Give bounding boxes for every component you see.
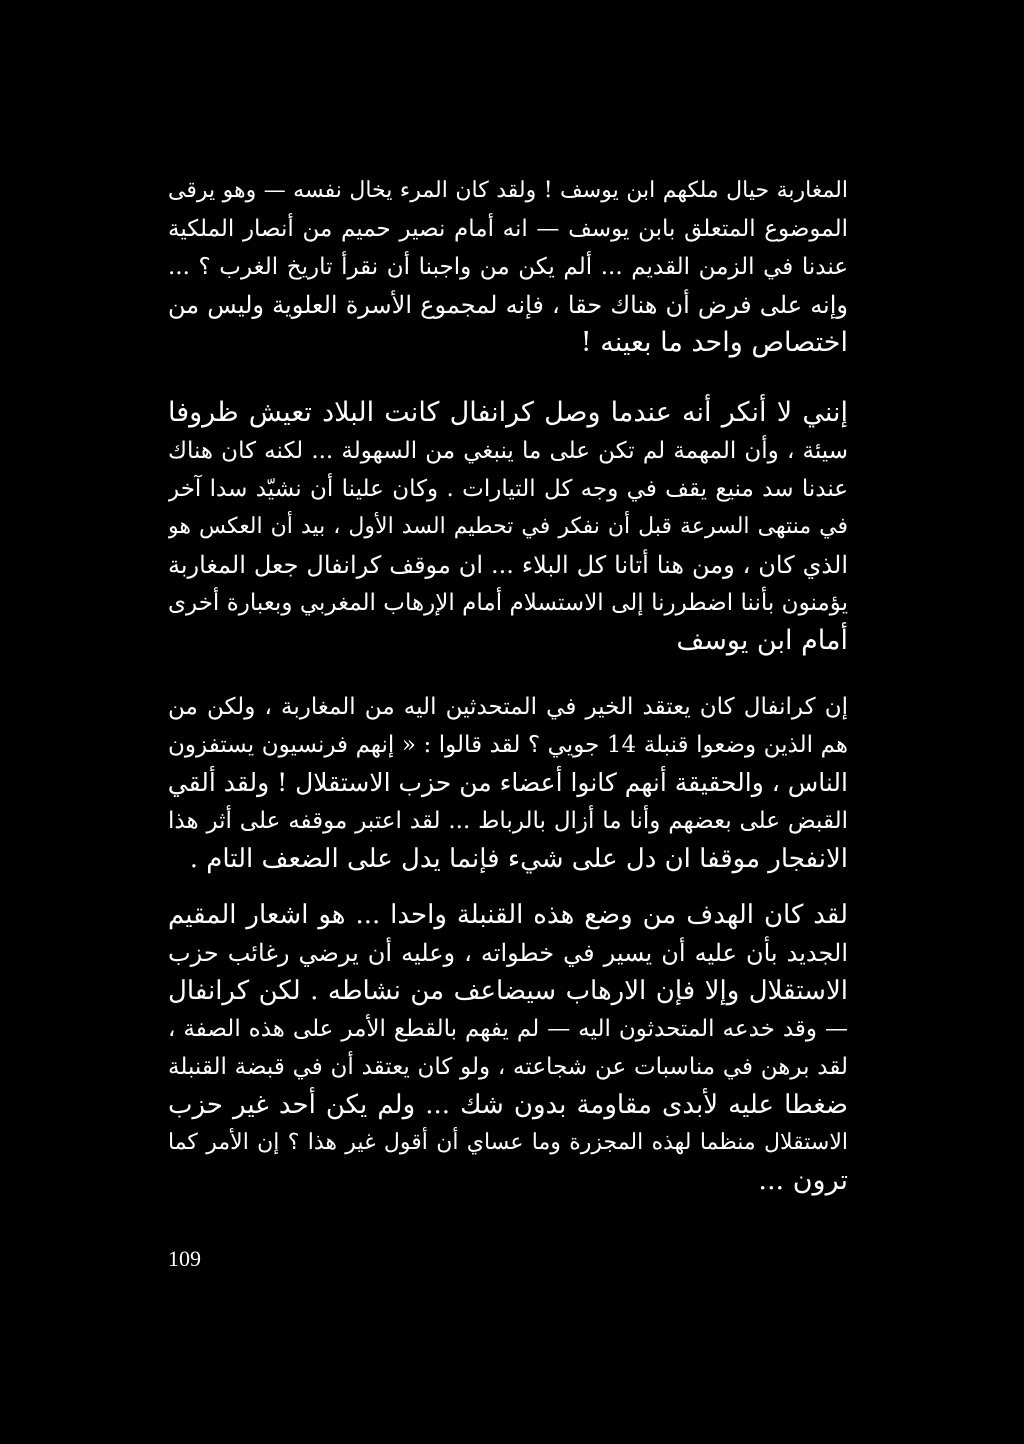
paragraph-3 [168, 688, 848, 878]
text-line: الانفجار موقفا ان دل على شيء فإنما يدل على الضعف التام . [189, 844, 848, 874]
text-line: عندنا سد منيع يقف في وجه كل التيارات . وكان علينا أن نشيّد سدا آخر [168, 476, 848, 502]
text-line: ترون ... [758, 1165, 848, 1196]
text-line: الاستقلال وإلا فإن الارهاب سيضاعف من نشاطه . لكن كرانفال [168, 976, 848, 1006]
paragraph-2 [168, 394, 848, 660]
text-line: أمام ابن يوسف [676, 625, 848, 656]
text-line: — وقد خدعه المتحدثون اليه — لم يفهم بالقطع الأمر على هذه الصفة ، [168, 1016, 848, 1042]
text-line: سيئة ، وأن المهمة لم تكن على ما ينبغي من السهولة ... لكنه كان هناك [168, 438, 848, 464]
page-number: 109 [168, 1246, 201, 1271]
paragraph-4 [168, 896, 848, 1200]
text-line: الاستقلال منظما لهذه المجزرة وما عساي أن أقول غير هذا ؟ إن الأمر كما [168, 1130, 848, 1155]
text-line: ضغطا عليه لأبدى مقاومة بدون شك ... ولم يكن أحد غير حزب [168, 1090, 848, 1120]
text-line: إن كرانفال كان يعتقد الخير في المتحدثين اليه من المغاربة ، ولكن من [168, 694, 848, 720]
text-line: عندنا في الزمن القديم ... ألم يكن من واجبنا أن نقرأ تاريخ الغرب ؟ ... [168, 254, 848, 280]
text-line: الناس ، والحقيقة أنهم كانوا أعضاء من حزب الاستقلال ! ولقد ألقي [168, 768, 848, 797]
text-line: وإنه على فرض أن هناك حقا ، فإنه لمجموع الأسرة العلوية وليس من [168, 291, 848, 319]
paragraph-1 [168, 172, 848, 362]
text-line: المغاربة حيال ملكهم ابن يوسف ! ولقد كان المرء يخال نفسه — وهو يرقى [168, 178, 848, 203]
text-line: القبض على بعضهم وأنا ما أزال بالرباط ... لقد اعتبر موقفه على أثر هذا [168, 808, 848, 834]
text-line: في منتهى السرعة قبل أن نفكر في تحطيم السد الأول ، بيد أن العكس هو [168, 514, 848, 539]
text-line: الجديد بأن عليه أن يسير في خطواته ، وعليه أن يرضي رغائب حزب [168, 939, 848, 967]
text-line: الموضوع المتعلق بابن يوسف — انه أمام نصير حميم من أنصار الملكية [168, 216, 848, 242]
text-line: إنني لا أنكر أنه عندما وصل كرانفال كانت البلاد تعيش ظروفا [168, 397, 848, 428]
text-line: الذي كان ، ومن هنا أتانا كل البلاء ... ان موقف كرانفال جعل المغاربة [168, 551, 848, 579]
text-line: يؤمنون بأننا اضطررنا إلى الاستسلام أمام الإرهاب المغربي وبعبارة أخرى [168, 590, 848, 616]
text-line: لقد برهن في مناسبات عن شجاعته ، ولو كان يعتقد أن في قبضة القنبلة [168, 1054, 848, 1080]
text-line: هم الذين وضعوا قنبلة 14 جويي ؟ لقد قالوا : « إنهم فرنسيون يستفزون [168, 732, 848, 758]
text-line: لقد كان الهدف من وضع هذه القنبلة واحدا ... هو اشعار المقيم [168, 900, 848, 930]
text-line: اختصاص واحد ما بعينه ! [580, 327, 848, 358]
